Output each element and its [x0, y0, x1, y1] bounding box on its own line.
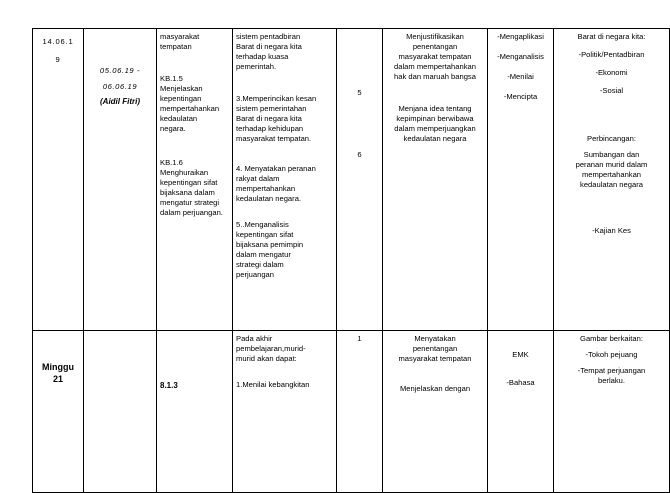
week-line: 9 — [55, 55, 61, 64]
elements-cell — [488, 331, 554, 493]
holiday-label: (Aidil Fitri) — [100, 97, 140, 106]
criteria-text: kepimpinan berwibawa — [396, 114, 474, 123]
element-item: -Bahasa — [506, 378, 535, 387]
criteria-text: penentangan — [412, 344, 458, 353]
objective-block — [236, 164, 333, 204]
standard-code: KB.1.6 — [160, 158, 183, 167]
standard-text: mengatur strategi — [160, 198, 220, 207]
standard-text: mempertahankan — [160, 104, 220, 113]
week-cell — [33, 331, 84, 493]
standard-text: Menjelaskan — [160, 84, 203, 93]
objective-text: 1.Menilai kebangkitan — [236, 380, 310, 389]
objective-text: Barat di negara kita — [236, 114, 302, 123]
date-cell — [84, 331, 157, 493]
lesson-plan-table — [32, 28, 670, 493]
objective-text: kedaulatan negara. — [236, 194, 302, 203]
activities-cell — [554, 331, 670, 493]
objective-text: masyarakat tempatan. — [236, 134, 312, 143]
standard-text: Menghuraikan — [160, 168, 209, 177]
objective-text: dalam mengatur — [236, 250, 291, 259]
objective-text: Barat di negara kita — [236, 42, 302, 51]
date-line: 06.06.19 — [102, 82, 138, 91]
criteria-text: Menjana idea tentang — [398, 104, 472, 113]
week-line: 14.06.1 — [42, 37, 74, 46]
objective-block — [236, 32, 333, 72]
objective-text: bijaksana pemimpin — [236, 240, 304, 249]
criteria-text: Menjelaskan dengan — [399, 384, 471, 393]
criteria-text: Menjustifikasikan — [406, 32, 464, 41]
standard-text: tempatan — [160, 42, 192, 51]
standard-text: bijaksana dalam — [160, 188, 215, 197]
objective-text: rakyat dalam — [236, 174, 280, 183]
skill-item: -Mencipta — [503, 92, 538, 101]
standard-text: kepentingan sifat — [160, 178, 218, 187]
activity-text: -Politik/Pentadbiran — [578, 50, 645, 59]
objective-text: terhadap kehidupan — [236, 124, 304, 133]
activity-text: -Sosial — [599, 86, 624, 95]
criteria-text: penentangan — [412, 42, 458, 51]
activity-text: -Tempat perjuangan — [577, 366, 646, 375]
activity-text: kedaulatan negara — [580, 180, 643, 189]
objective-text: strategi dalam — [236, 260, 284, 269]
standard-text: dalam perjuangan. — [160, 208, 223, 217]
objective-text: kepentingan sifat — [236, 230, 294, 239]
criteria-text: dalam memperjuangkan — [394, 124, 476, 133]
week-cell — [33, 29, 84, 331]
level-cell — [337, 331, 383, 493]
objective-text: Pada akhir — [236, 334, 273, 343]
standard-code: KB.1.5 — [160, 74, 183, 83]
objective-text: 4. Menyatakan peranan — [236, 164, 316, 173]
date-cell — [84, 29, 157, 331]
objective-text: 3.Memperincikan kesan — [236, 94, 317, 103]
criteria-text: Menyatakan — [414, 334, 456, 343]
standard-text: masyarakat — [160, 32, 200, 41]
activity-text: peranan murid dalam — [575, 160, 648, 169]
activities-cell — [554, 29, 670, 331]
standard-text: kedaulatan — [160, 114, 198, 123]
standard-code: 8.1.3 — [160, 381, 178, 390]
skill-item: -Mengaplikasi — [497, 32, 544, 41]
skills-cell — [488, 29, 554, 331]
objective-text: mempertahankan — [236, 184, 296, 193]
criteria-cell — [383, 331, 488, 493]
activity-text: Barat di negara kita: — [577, 32, 646, 41]
skill-item: -Menilai — [507, 72, 534, 81]
objectives-cell — [233, 29, 337, 331]
activity-text: Perbincangan: — [587, 134, 636, 143]
skill-item: -Menganalisis — [497, 52, 544, 61]
activity-text: Sumbangan dan — [583, 150, 640, 159]
performance-level: 6 — [357, 150, 362, 159]
activity-text: -Tokoh pejuang — [585, 350, 638, 359]
week-label: Minggu — [42, 362, 74, 372]
level-cell — [337, 29, 383, 331]
criteria-text: dalam mempertahankan — [394, 62, 476, 71]
objective-block — [236, 94, 333, 144]
objectives-cell — [233, 331, 337, 493]
activity-text: -Kajian Kes — [592, 226, 631, 235]
objective-text: murid akan dapat: — [236, 354, 297, 363]
week-number: 21 — [52, 374, 63, 384]
objective-text: perjuangan — [236, 270, 275, 279]
criteria-text: masyarakat tempatan — [398, 52, 472, 61]
objective-text: sistem pentadbiran — [236, 32, 301, 41]
objective-text: pembelajaran,murid- — [236, 344, 306, 353]
date-line: 05.06.19 - — [99, 66, 141, 75]
objective-text: 5..Menganalisis — [236, 220, 289, 229]
table-row — [33, 29, 670, 331]
activity-text: mempertahankan — [581, 170, 642, 179]
performance-level: 1 — [357, 334, 362, 343]
criteria-cell — [383, 29, 488, 331]
activity-text: -Ekonomi — [595, 68, 628, 77]
activity-text: berlaku. — [597, 376, 626, 385]
activity-text: Gambar berkaitan: — [580, 334, 643, 343]
objective-text: sistem pemerintahan — [236, 104, 307, 113]
standards-cell — [157, 29, 233, 331]
standards-cell — [157, 331, 233, 493]
criteria-text: hak dan maruah bangsa — [394, 72, 476, 81]
criteria-text: masyarakat tempatan — [398, 354, 472, 363]
objective-text: terhadap kuasa — [236, 52, 289, 61]
performance-level: 5 — [357, 88, 362, 97]
objective-text: pemerintah. — [236, 62, 277, 71]
standard-text: negara. — [160, 124, 186, 133]
element-item: EMK — [512, 350, 529, 359]
table-row — [33, 331, 670, 493]
objective-block — [236, 220, 333, 280]
standard-text: kepentingan — [160, 94, 202, 103]
criteria-text: kedaulatan negara — [403, 134, 467, 143]
objective-block — [236, 334, 333, 364]
